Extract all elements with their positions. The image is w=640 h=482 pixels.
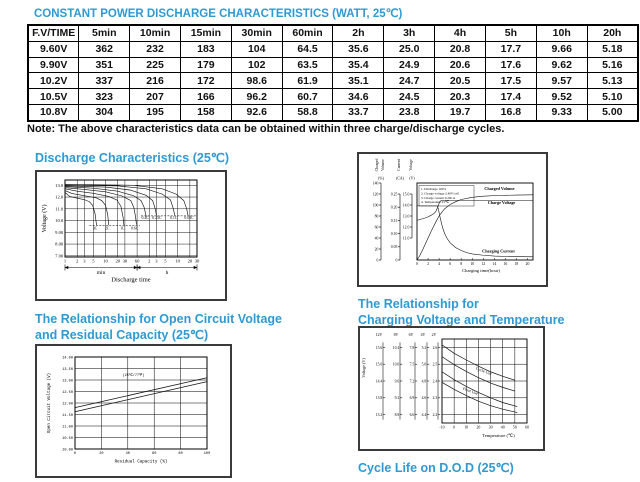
svg-text:2V: 2V xyxy=(431,333,437,337)
column-header: 5min xyxy=(79,25,130,41)
table-cell: 5.16 xyxy=(587,57,638,73)
svg-text:11.00: 11.00 xyxy=(62,425,73,430)
table-cell: 60.7 xyxy=(282,89,333,105)
column-header: 10min xyxy=(130,25,181,41)
svg-text:10.4: 10.4 xyxy=(392,345,400,350)
open-circuit-voltage-chart xyxy=(35,344,232,478)
table-cell: 9.66 xyxy=(536,41,587,57)
svg-text:13.50: 13.50 xyxy=(62,367,73,372)
column-header: 15min xyxy=(180,25,231,41)
table-row xyxy=(28,41,638,57)
svg-text:40: 40 xyxy=(374,236,379,241)
voltage-axis xyxy=(410,194,412,238)
svg-text:0: 0 xyxy=(416,261,418,266)
svg-text:-10: -10 xyxy=(439,425,445,430)
table-cell: 337 xyxy=(79,73,130,89)
table-cell: 92.6 xyxy=(231,104,282,120)
current-axis-unit: (CA) xyxy=(396,176,404,181)
svg-text:10: 10 xyxy=(175,258,180,264)
svg-text:13.0: 13.0 xyxy=(55,182,64,188)
svg-text:3C: 3C xyxy=(92,226,98,231)
svg-text:0: 0 xyxy=(453,425,456,430)
svg-text:40: 40 xyxy=(125,452,130,456)
table-cell: 9.52 xyxy=(536,89,587,105)
svg-text:20: 20 xyxy=(476,425,481,430)
table-cell: 216 xyxy=(130,73,181,89)
table-cell: 17.7 xyxy=(485,41,536,57)
table-cell: 5.13 xyxy=(587,73,638,89)
table-cell: 64.5 xyxy=(282,41,333,57)
svg-text:2C: 2C xyxy=(104,226,110,231)
svg-text:3: 3 xyxy=(83,258,86,264)
svg-text:11.50: 11.50 xyxy=(62,413,73,418)
series-0.1C xyxy=(65,185,175,215)
table-cell: 9.57 xyxy=(536,73,587,89)
table-note: Note: The above characteristics data can be obtained within three charge/discharge cycles. xyxy=(27,123,505,135)
svg-text:10: 10 xyxy=(470,261,475,266)
svg-text:4.6: 4.6 xyxy=(421,396,427,401)
table-cell: 102 xyxy=(231,57,282,73)
svg-text:6: 6 xyxy=(449,261,452,266)
table-cell: 9.62 xyxy=(536,57,587,73)
voltage-scales xyxy=(376,333,441,420)
svg-text:14.0: 14.0 xyxy=(402,203,410,208)
table-cell: 183 xyxy=(180,41,231,57)
column-header: 3h xyxy=(384,25,435,41)
svg-text:12.00: 12.00 xyxy=(62,402,73,407)
svg-text:80: 80 xyxy=(178,452,183,456)
table-cell: 207 xyxy=(130,89,181,105)
table-cell: 9.33 xyxy=(536,104,587,120)
table-cell: 10.5V xyxy=(28,89,79,105)
svg-text:1: 1 xyxy=(63,258,67,264)
svg-text:5.0: 5.0 xyxy=(421,362,427,367)
svg-text:7.2: 7.2 xyxy=(409,379,415,384)
title-line: Charging Voltage and Temperature xyxy=(358,312,565,327)
voltage-axis-name: Voltage xyxy=(409,159,413,171)
charging-chart-svg xyxy=(359,154,542,281)
x-tick-labels xyxy=(439,426,529,430)
svg-text:60: 60 xyxy=(525,425,529,430)
x-section-arrows xyxy=(65,265,197,271)
svg-text:20: 20 xyxy=(525,261,530,266)
y-axis-label: Open Circuit Voltage (V) xyxy=(48,372,52,434)
table-cell: 362 xyxy=(79,41,130,57)
table-row xyxy=(28,104,638,120)
svg-text:20: 20 xyxy=(115,258,121,264)
table-cell: 225 xyxy=(130,57,181,73)
svg-text:0.05: 0.05 xyxy=(390,245,398,250)
x-axis-label: Discharge time xyxy=(111,276,151,284)
table-cell: 10.2V xyxy=(28,73,79,89)
page-title: CONSTANT POWER DISCHARGE CHARACTERISTICS (WATT, 25℃) xyxy=(34,8,403,20)
table-cell: 5.10 xyxy=(587,89,638,105)
title-line: The Relationship for xyxy=(358,297,479,311)
table-cell: 58.8 xyxy=(282,104,333,120)
svg-text:2: 2 xyxy=(427,261,430,266)
table-cell: 35.1 xyxy=(333,73,384,89)
svg-text:14: 14 xyxy=(492,261,497,266)
column-header: 5h xyxy=(485,25,536,41)
table-cell: 20.6 xyxy=(435,57,486,73)
svg-text:0.15: 0.15 xyxy=(390,218,398,223)
note-line: 1. Discharge 100% xyxy=(421,187,447,191)
svg-text:15.0: 15.0 xyxy=(402,192,410,197)
table-cell: 63.5 xyxy=(282,57,333,73)
series-2C xyxy=(65,191,109,226)
table-cell: 9.60V xyxy=(28,41,79,57)
table-cell: 24.7 xyxy=(384,73,435,89)
table-body xyxy=(28,41,638,120)
svg-text:0.1C: 0.1C xyxy=(169,216,178,221)
table-cell: 96.2 xyxy=(231,89,282,105)
svg-text:7.5: 7.5 xyxy=(409,362,415,367)
svg-text:13.8: 13.8 xyxy=(375,396,383,401)
svg-text:5: 5 xyxy=(164,258,167,264)
svg-text:6V: 6V xyxy=(408,333,414,337)
svg-text:9.6: 9.6 xyxy=(394,379,400,384)
svg-text:2.6: 2.6 xyxy=(432,345,438,350)
svg-text:60: 60 xyxy=(134,258,140,264)
svg-text:9.00: 9.00 xyxy=(55,229,64,235)
curve-label: Charged Volume xyxy=(484,186,515,192)
svg-text:6.6: 6.6 xyxy=(409,413,415,417)
table-cell: 166 xyxy=(180,89,231,105)
svg-text:13.00: 13.00 xyxy=(62,379,73,384)
section-label: min xyxy=(96,269,106,276)
table-cell: 195 xyxy=(130,104,181,120)
svg-text:12: 12 xyxy=(481,261,486,266)
curve-label: Charging Current xyxy=(482,248,515,254)
table-cell: 17.6 xyxy=(485,57,536,73)
svg-text:12.50: 12.50 xyxy=(62,390,73,395)
tick-labels xyxy=(55,183,200,264)
table-cell: 25.0 xyxy=(384,41,435,57)
svg-text:12V: 12V xyxy=(375,333,383,337)
table-cell: 98.6 xyxy=(231,73,282,89)
grid xyxy=(442,339,527,423)
curve-label: Charge Voltage xyxy=(487,199,516,205)
svg-text:0.05C: 0.05C xyxy=(184,216,194,221)
svg-text:140: 140 xyxy=(372,181,379,186)
table-cell: 17.5 xyxy=(485,73,536,89)
svg-text:30: 30 xyxy=(122,258,128,264)
charging-temp-title xyxy=(358,297,565,328)
svg-text:8: 8 xyxy=(460,261,463,266)
svg-text:0: 0 xyxy=(73,452,77,456)
table-cell: 172 xyxy=(180,73,231,89)
table-cell: 323 xyxy=(79,89,130,105)
svg-text:0.4C: 0.4C xyxy=(141,216,149,221)
x-axis-label: Temperature (℃) xyxy=(482,433,515,438)
svg-text:15.6: 15.6 xyxy=(375,345,383,350)
charging-temp-chart-svg xyxy=(360,328,539,445)
charging-voltage-temperature-chart xyxy=(358,326,545,451)
svg-text:16: 16 xyxy=(503,261,508,266)
svg-text:12.0: 12.0 xyxy=(402,225,410,230)
column-header: 10h xyxy=(536,25,587,41)
table-cell: 179 xyxy=(180,57,231,73)
svg-text:8.00: 8.00 xyxy=(55,241,64,247)
volume-axis xyxy=(379,183,381,260)
svg-text:0: 0 xyxy=(395,258,398,263)
svg-text:7.00: 7.00 xyxy=(55,253,64,259)
svg-text:4V: 4V xyxy=(420,333,426,337)
svg-text:5: 5 xyxy=(92,258,95,264)
current-axis-name: Current xyxy=(397,159,401,171)
table-cell: 5.18 xyxy=(587,41,638,57)
svg-text:18: 18 xyxy=(514,261,519,266)
svg-text:13.2: 13.2 xyxy=(375,413,383,417)
column-header: 60min xyxy=(282,25,333,41)
svg-text:11.0: 11.0 xyxy=(402,236,410,241)
svg-text:14.4: 14.4 xyxy=(375,379,383,384)
svg-text:10.50: 10.50 xyxy=(62,436,73,441)
annotation: (25℃/77℉) xyxy=(122,374,145,379)
series-0.05C xyxy=(65,184,188,215)
table-cell: 19.7 xyxy=(435,104,486,120)
series-volume xyxy=(417,195,533,260)
note-line: 4. Temperature 25℃ xyxy=(421,200,449,205)
column-header: 20h xyxy=(587,25,638,41)
svg-text:13.0: 13.0 xyxy=(402,214,410,219)
y-axis-label: Voltage (V) xyxy=(361,358,366,378)
tick-labels xyxy=(62,356,210,456)
svg-text:60: 60 xyxy=(152,452,157,456)
table-row xyxy=(28,57,638,73)
table-cell: 34.6 xyxy=(333,89,384,105)
svg-text:6.9: 6.9 xyxy=(409,396,415,401)
band-label: Cycle Use xyxy=(475,365,493,377)
volume-axis-unit: (%) xyxy=(378,176,384,181)
current-axis xyxy=(398,194,400,260)
svg-text:2: 2 xyxy=(148,258,151,264)
table-cell: 158 xyxy=(180,104,231,120)
column-header: 30min xyxy=(231,25,282,41)
svg-text:8V: 8V xyxy=(393,333,399,337)
charging-characteristics-chart xyxy=(357,152,548,287)
svg-text:10.00: 10.00 xyxy=(62,448,73,453)
note-line: 2. Charge voltage 2.40V/cell xyxy=(421,191,459,196)
svg-text:4.8: 4.8 xyxy=(421,379,427,384)
x-axis-label: Charging time(hour) xyxy=(462,268,500,273)
volume-axis-name: Volume xyxy=(381,159,385,171)
svg-text:5.2: 5.2 xyxy=(421,345,427,350)
svg-text:100: 100 xyxy=(203,452,211,456)
svg-text:10: 10 xyxy=(464,425,469,430)
series-current xyxy=(417,206,533,257)
band-label: Float Use xyxy=(462,385,479,396)
table-cell: 61.9 xyxy=(282,73,333,89)
series xyxy=(75,378,207,412)
svg-text:2.5: 2.5 xyxy=(432,362,438,367)
svg-text:10.0: 10.0 xyxy=(392,362,400,367)
svg-text:1C: 1C xyxy=(120,226,125,231)
table-cell: 35.6 xyxy=(333,41,384,57)
svg-text:0.20: 0.20 xyxy=(390,205,398,210)
svg-text:7.8: 7.8 xyxy=(409,345,415,350)
note-line: 3. Charge current 0.20CA xyxy=(421,195,456,200)
constant-power-discharge-table xyxy=(27,24,639,122)
svg-text:2.2: 2.2 xyxy=(432,413,438,417)
svg-text:0.25C: 0.25C xyxy=(152,216,162,221)
svg-text:2.3: 2.3 xyxy=(432,396,438,401)
table-cell: 24.5 xyxy=(384,89,435,105)
svg-text:0: 0 xyxy=(376,258,379,263)
svg-text:80: 80 xyxy=(374,214,379,219)
table-row xyxy=(28,73,638,89)
svg-text:8.8: 8.8 xyxy=(394,413,400,417)
svg-text:100: 100 xyxy=(372,203,379,208)
voltage-axis-unit: (V) xyxy=(409,176,415,181)
table-cell: 20.5 xyxy=(435,73,486,89)
svg-text:2: 2 xyxy=(76,258,79,264)
svg-text:40: 40 xyxy=(500,425,505,430)
svg-text:50: 50 xyxy=(512,425,517,430)
series xyxy=(417,195,533,260)
svg-text:20: 20 xyxy=(374,247,379,252)
title-line: The Relationship for Open Circuit Voltage xyxy=(35,312,283,326)
table-cell: 5.00 xyxy=(587,104,638,120)
x-axis-label: Residual Capacity (%) xyxy=(114,460,168,465)
title-line: and Residual Capacity (25℃) xyxy=(35,327,209,342)
svg-text:10.0: 10.0 xyxy=(55,218,64,224)
table-cell: 17.4 xyxy=(485,89,536,105)
ocv-chart-svg xyxy=(37,346,226,472)
table-cell: 10.8V xyxy=(28,104,79,120)
table-cell: 24.9 xyxy=(384,57,435,73)
ocv-line xyxy=(75,382,207,412)
svg-text:20: 20 xyxy=(187,258,193,264)
discharge-characteristics-chart xyxy=(35,170,227,301)
svg-text:14.00: 14.00 xyxy=(62,356,73,361)
table-header xyxy=(28,25,638,41)
svg-text:30: 30 xyxy=(488,425,493,430)
y-axis-label: Voltage (V) xyxy=(42,204,48,233)
svg-text:10: 10 xyxy=(103,258,108,264)
svg-text:4.4: 4.4 xyxy=(421,413,427,417)
discharge-chart-title: Discharge Characteristics (25℃) xyxy=(35,151,229,165)
volume-axis-name: Charged xyxy=(375,158,379,172)
table-cell: 351 xyxy=(79,57,130,73)
ocv-chart-title xyxy=(35,312,282,343)
svg-text:4: 4 xyxy=(438,261,441,266)
cycle-life-title: Cycle Life on D.O.D (25℃) xyxy=(358,461,514,475)
header-row xyxy=(28,25,638,41)
table-cell: 16.8 xyxy=(485,104,536,120)
svg-text:120: 120 xyxy=(372,192,379,197)
svg-text:2.4: 2.4 xyxy=(432,379,438,384)
svg-text:20: 20 xyxy=(99,452,104,456)
table-cell: 23.8 xyxy=(384,104,435,120)
column-header: 4h xyxy=(435,25,486,41)
svg-text:3: 3 xyxy=(155,258,158,264)
band-lower xyxy=(442,382,517,412)
table-row xyxy=(28,89,638,105)
svg-text:0.10: 0.10 xyxy=(390,232,398,236)
column-header: F.V/TIME xyxy=(28,25,79,41)
table-cell: 232 xyxy=(130,41,181,57)
table-cell: 9.90V xyxy=(28,57,79,73)
table-cell: 33.7 xyxy=(333,104,384,120)
section-label: h xyxy=(165,269,169,276)
discharge-chart-svg xyxy=(37,172,221,295)
table-cell: 104 xyxy=(231,41,282,57)
svg-text:30: 30 xyxy=(194,258,200,264)
svg-text:15.0: 15.0 xyxy=(375,362,383,367)
svg-text:12.0: 12.0 xyxy=(55,194,64,200)
table-cell: 304 xyxy=(79,104,130,120)
svg-text:11.0: 11.0 xyxy=(55,206,64,212)
table-cell: 20.3 xyxy=(435,89,486,105)
svg-text:0.6C: 0.6C xyxy=(130,226,139,231)
column-header: 2h xyxy=(333,25,384,41)
bands xyxy=(442,345,517,413)
table-cell: 35.4 xyxy=(333,57,384,73)
svg-text:60: 60 xyxy=(374,225,379,230)
svg-text:0.25: 0.25 xyxy=(390,192,398,197)
svg-text:9.2: 9.2 xyxy=(394,396,400,401)
table-cell: 20.8 xyxy=(435,41,486,57)
